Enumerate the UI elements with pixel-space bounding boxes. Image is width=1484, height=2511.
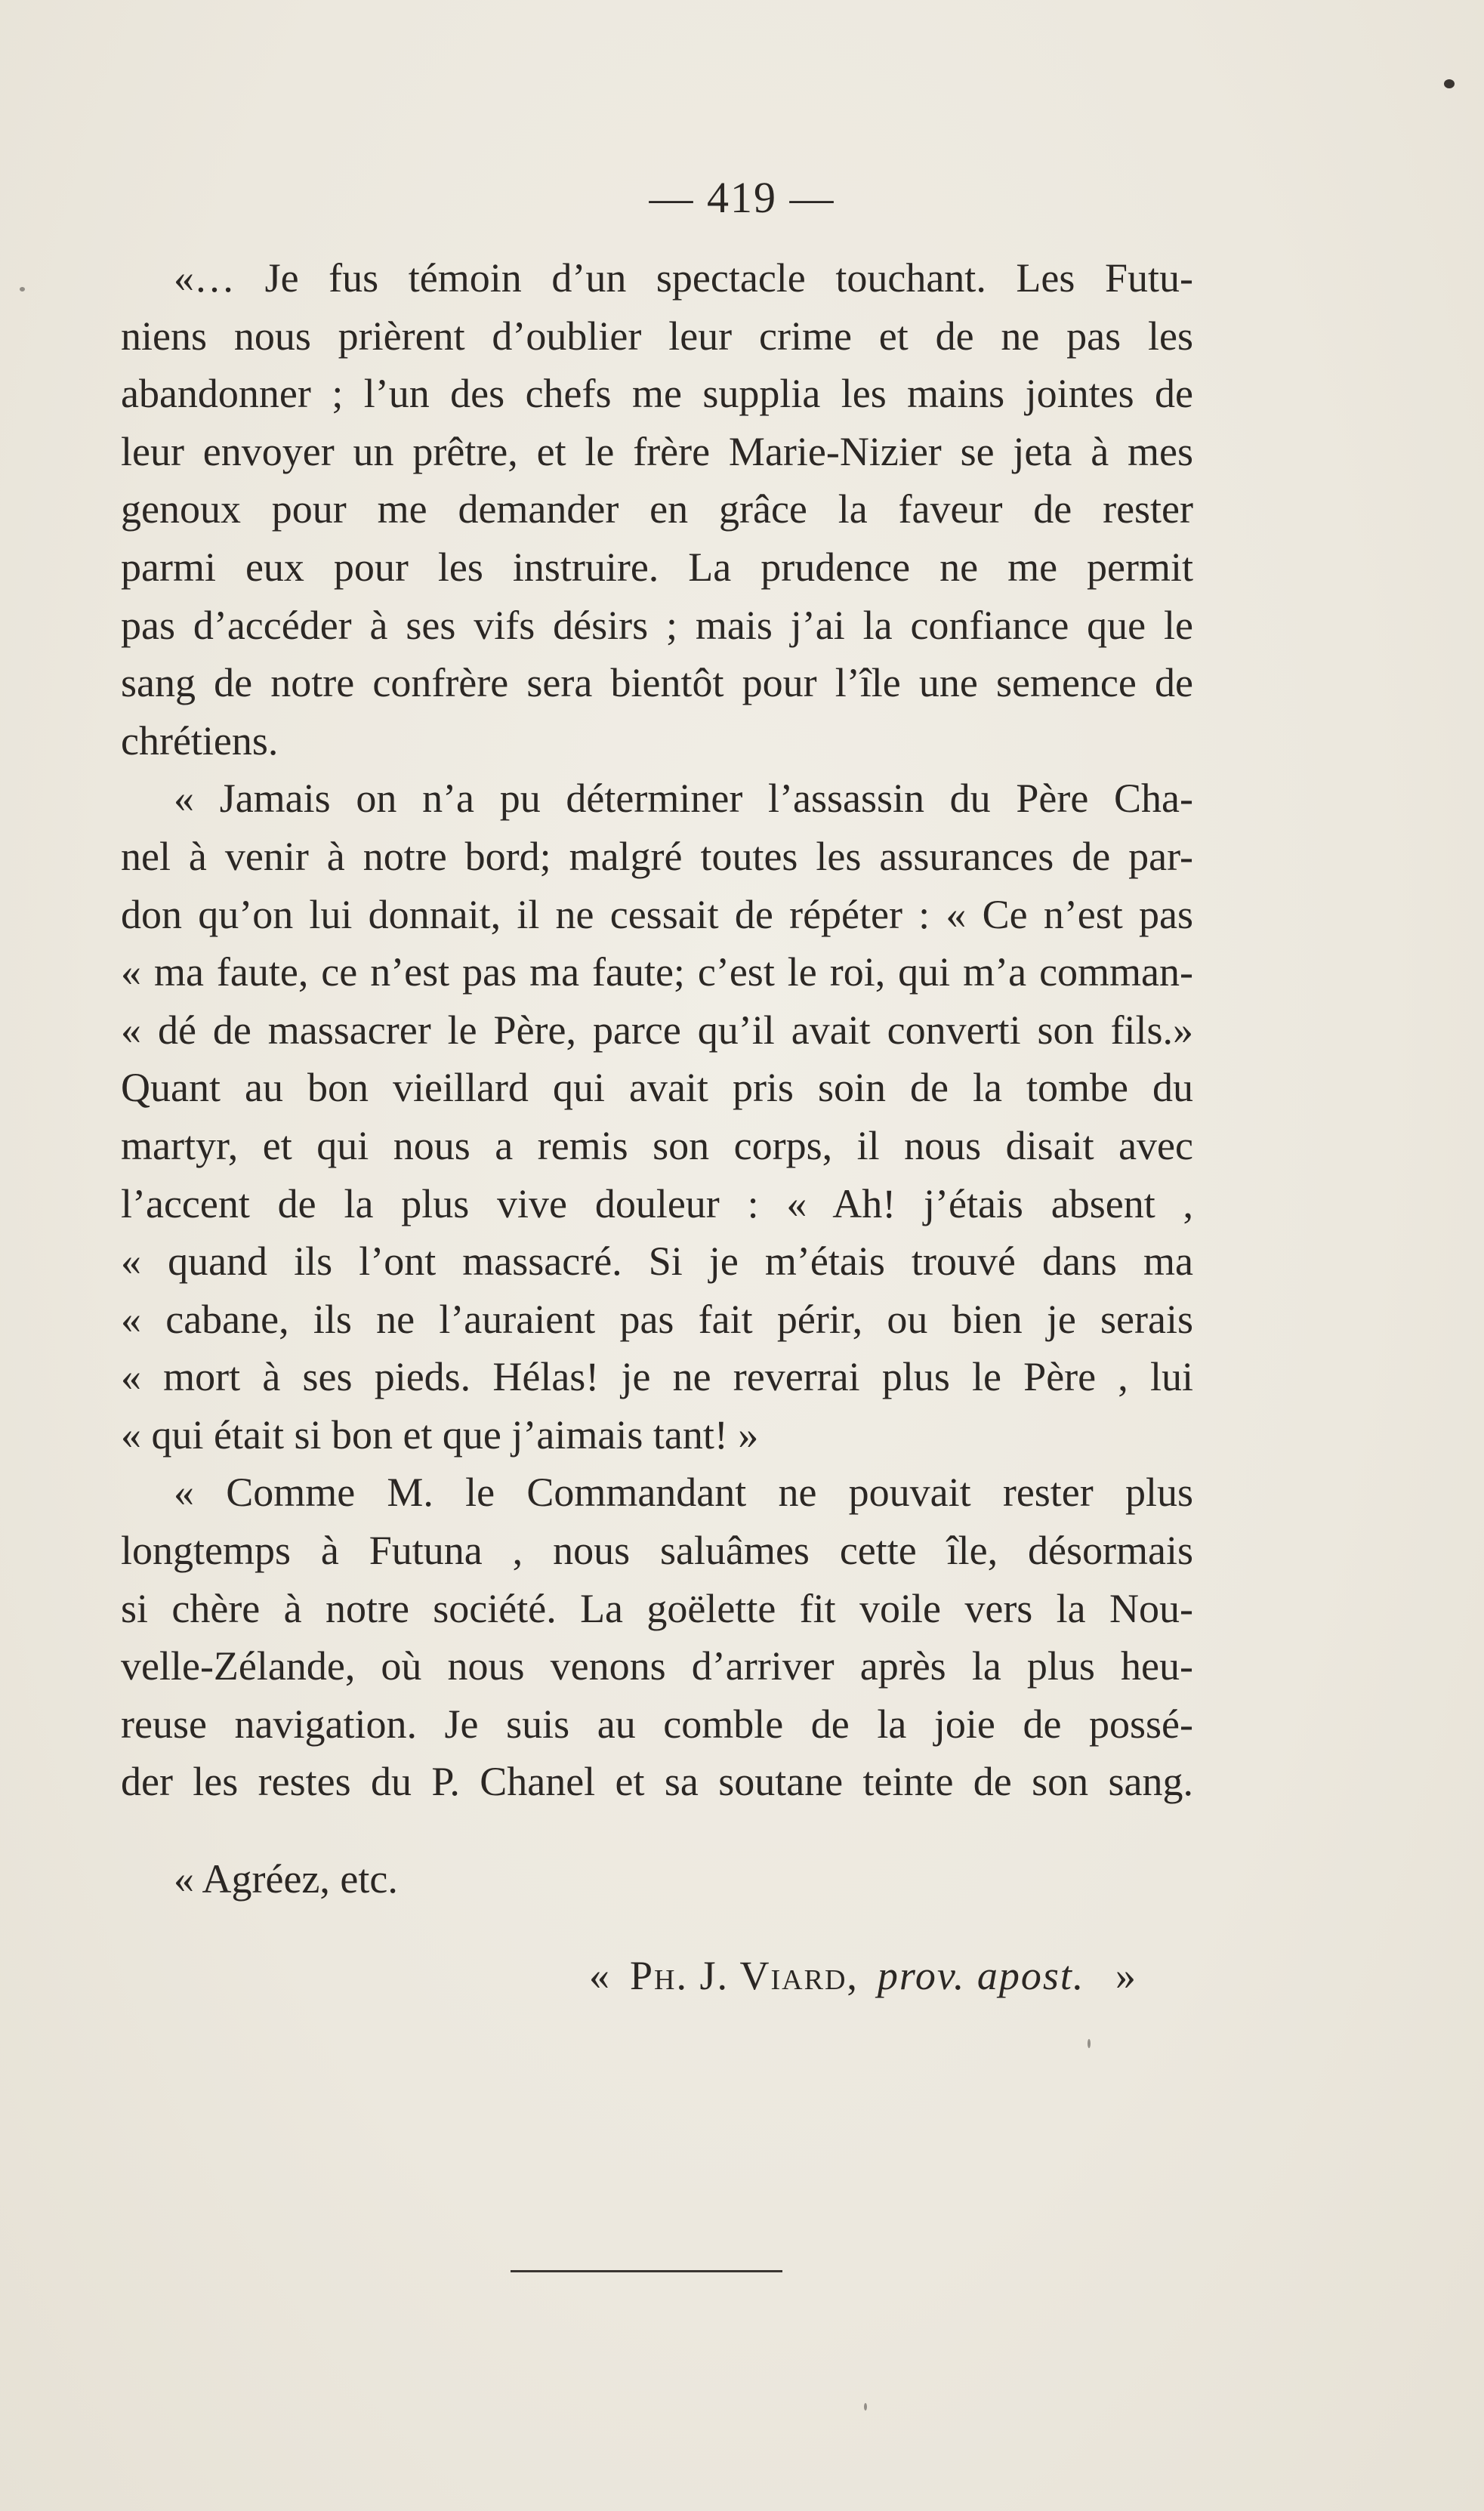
text-line: don qu’on lui donnait, il ne cessait de répéter : « Ce n’est pas [121, 891, 1193, 937]
ink-speck [20, 287, 25, 292]
text-line: velle-Zélande, où nous venons d’arriver après la plus heu- [121, 1643, 1193, 1689]
text-line: reuse navigation. Je suis au comble de la joie de possé- [121, 1701, 1193, 1747]
text-line: «… Je fus témoin d’un spectacle touchant. Les Futu- [174, 255, 1193, 301]
signature-name: Ph. J. Viard [630, 1953, 847, 1998]
text-line: pas d’accéder à ses vifs désirs ; mais j’ai la confiance que le [121, 602, 1193, 648]
body-text [121, 249, 1193, 1811]
text-line: « cabane, ils ne l’auraient pas fait périr, ou bien je serais [121, 1296, 1193, 1342]
page-number: — 419 — [649, 173, 835, 222]
ink-speck [1088, 2039, 1091, 2048]
text-line: « quand ils l’ont massacré. Si je m’étais trouvé dans ma [121, 1239, 1193, 1285]
signature-separator: , [847, 1953, 857, 1998]
closing-formula: « Agréez, etc. [174, 1856, 398, 1902]
text-line: si chère à notre société. La goëlette fit voile vers la Nou- [121, 1585, 1193, 1631]
ink-speck [1444, 79, 1455, 88]
text-line: der les restes du P. Chanel et sa soutane teinte de son sang. [121, 1759, 1193, 1805]
text-line: leur envoyer un prêtre, et le frère Marie-Nizier se jeta à mes [121, 428, 1193, 474]
text-line: genoux pour me demander en grâce la faveur de rester [121, 486, 1193, 532]
signature-open-quote: « [589, 1953, 609, 1998]
text-line: Quant au bon vieillard qui avait pris soin de la tombe du [121, 1065, 1193, 1111]
signature-close-quote: » [1115, 1953, 1136, 1998]
text-line: « mort à ses pieds. Hélas! je ne reverrai plus le Père , lui [121, 1354, 1193, 1400]
ink-speck [864, 2403, 867, 2411]
text-line: martyr, et qui nous a remis son corps, il nous disait avec [121, 1122, 1193, 1168]
text-line: « Comme M. le Commandant ne pouvait rester plus [174, 1470, 1193, 1516]
text-line: nel à venir à notre bord; malgré toutes les assurances de par- [121, 833, 1193, 879]
text-line: longtemps à Futuna , nous saluâmes cette île, désormais [121, 1528, 1193, 1574]
text-line: l’accent de la plus vive douleur : « Ah! j’étais absent , [121, 1180, 1193, 1226]
text-line: « ma faute, ce n’est pas ma faute; c’est le roi, qui m’a comman- [121, 949, 1193, 995]
text-line: « Jamais on n’a pu déterminer l’assassin du Père Cha- [174, 776, 1193, 822]
text-line: sang de notre confrère sera bientôt pour l’île une semence de [121, 660, 1193, 706]
text-line: abandonner ; l’un des chefs me supplia les mains jointes de [121, 371, 1193, 417]
text-line: « qui était si bon et que j’aimais tant! » [121, 1411, 759, 1458]
text-line: niens nous prièrent d’oublier leur crime et de ne pas les [121, 313, 1193, 359]
text-line: « dé de massacrer le Père, parce qu’il avait converti son fils.» [121, 1007, 1193, 1053]
end-rule [511, 2270, 782, 2272]
signature-title: prov. apost. [877, 1953, 1085, 1998]
text-line: chrétiens. [121, 717, 279, 763]
signature [589, 1947, 1136, 2004]
text-line: parmi eux pour les instruire. La prudence ne me permit [121, 544, 1193, 590]
